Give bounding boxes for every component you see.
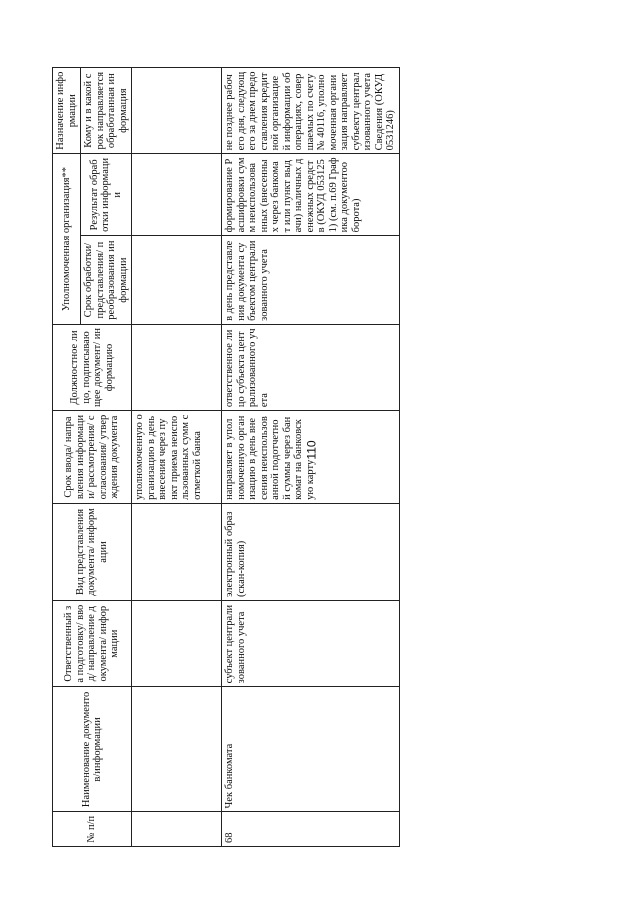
header-authorized-group: Уполномоченная организация** [53,154,81,324]
table-row [222,68,400,847]
header-recipient: Кому и в какой срок направляется обработанная информация [81,68,132,154]
cell-official: ответственное лицо субъекта централизованного учета [222,324,400,410]
cell-prev-deadline: уполномоченную организацию в день внесения через пункт приема неиспользованных сумм с отметкой банка [132,411,222,504]
header-purpose-group: Назначение информации [53,68,81,154]
cell-deadline: направляет в уполномоченную организацию в день внесения неиспользованной подотчетной суммы через банкомат на банковскую карту [222,411,400,504]
header-name: Наименование документов/информации [53,687,132,812]
header-deadline: Срок ввода/ направления информации/ рассмотрения/ согласования/ утверждения документа [53,411,132,504]
cell-form: электронный образ (скан-копия) [222,503,400,600]
header-form: Вид представления документа/ информации [53,503,132,600]
cell-prev-auth-deadline [132,236,222,324]
header-official: Должностное лицо, подписывающее документ/ информацию [53,324,132,410]
cell-prev-num [132,812,222,847]
rotated-table-container [52,67,558,847]
header-responsible: Ответственный за подготовку/ ввод/ направление документа/ информации [53,601,132,687]
cell-prev-name [132,687,222,812]
cell-responsible: субъект централизованного учета [222,601,400,687]
page-number: 110 [304,440,319,460]
cell-prev-form [132,503,222,600]
cell-auth-result: формирование Расшифровки сумм неиспользованных (внесенных через банкомат или пункт выдачи) наличных денежных средств (ОКУД 0531251) (см. п.69 Графика документооборота) [222,154,400,236]
header-auth-result: Результат обработки информации [81,154,132,236]
cell-prev-auth-result [132,154,222,236]
cell-prev-recipient [132,68,222,154]
header-auth-deadline: Срок обработки/ представления/ преобразования информации [81,236,132,324]
cell-prev-responsible [132,601,222,687]
cell-auth-deadline: в день представления документа субъектом централизованного учета [222,236,400,324]
table-row [132,68,222,847]
header-num: № п/п [53,812,132,847]
cell-num: 68 [222,812,400,847]
document-flow-table [52,67,400,847]
cell-recipient: не позднее рабочего дня, следующего за днем предоставления кредитной организацией информации об операциях, совершаемых по счету № 40116, уполномоченная организация направляет субъекту централизованного учета Сведения (ОКУД 0531246) [222,68,400,154]
cell-prev-official [132,324,222,410]
cell-name: Чек банкомата [222,687,400,812]
